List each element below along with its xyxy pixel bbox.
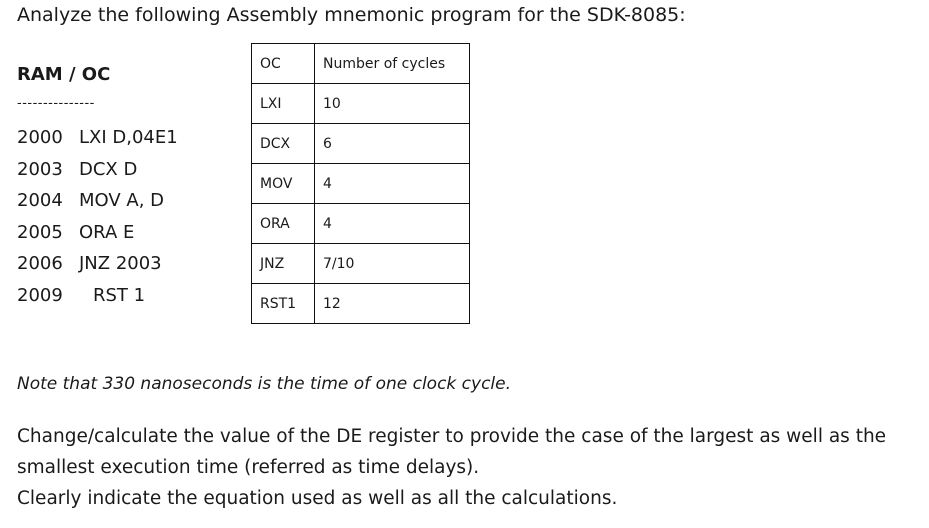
opcode-cell: RST1: [252, 284, 315, 324]
ram-oc-heading: RAM / OC: [17, 64, 111, 85]
program-address: 2004: [17, 190, 63, 211]
task-line: Clearly indicate the equation used as well as all the calculations.: [17, 488, 618, 509]
cycles-cell: 7/10: [315, 244, 470, 284]
program-address: 2006: [17, 253, 63, 274]
program-line: [17, 250, 178, 282]
cycles-cell: 10: [315, 84, 470, 124]
table-row: [252, 124, 470, 164]
program-instruction: RST 1: [93, 284, 146, 306]
table-row: [252, 84, 470, 124]
table-row: [252, 204, 470, 244]
program-line: [17, 124, 178, 156]
cycles-cell: 12: [315, 284, 470, 324]
program-line: [17, 187, 178, 219]
program-instruction: LXI D,04E1: [79, 127, 178, 148]
task-text: [17, 421, 917, 514]
table-row: [252, 164, 470, 204]
program-instruction: ORA E: [79, 221, 135, 243]
cycles-table: [251, 43, 470, 324]
table-row: [252, 284, 470, 324]
opcode-cell: JNZ: [252, 244, 315, 284]
cycles-cell: 6: [315, 124, 470, 164]
separator-line: ---------------: [17, 96, 95, 111]
task-line: Change/calculate the value of the DE register to provide the case of the largest as well as the smallest execution time (referred as time delays).: [17, 426, 887, 478]
program-address: 2003: [17, 158, 63, 180]
program-instruction: DCX D: [79, 158, 138, 180]
table-header-row: [252, 44, 470, 84]
opcode-cell: DCX: [252, 124, 315, 164]
cycles-cell: 4: [315, 164, 470, 204]
program-line: [17, 282, 178, 314]
program-address: 2005: [17, 221, 63, 243]
program-line: [17, 156, 178, 188]
header-oc: OC: [252, 44, 315, 84]
cycles-cell: 4: [315, 204, 470, 244]
program-line: [17, 219, 178, 251]
program-instruction: JNZ 2003: [79, 253, 162, 274]
program-instruction: MOV A, D: [79, 190, 165, 211]
intro-text: Analyze the following Assembly mnemonic program for the SDK-8085:: [17, 4, 686, 26]
table-row: [252, 244, 470, 284]
program-listing: [17, 124, 178, 313]
program-address: 2000: [17, 127, 63, 148]
clock-note: Note that 330 nanoseconds is the time of one clock cycle.: [17, 374, 512, 394]
header-cycles: Number of cycles: [315, 44, 470, 84]
opcode-cell: ORA: [252, 204, 315, 244]
opcode-cell: MOV: [252, 164, 315, 204]
opcode-cell: LXI: [252, 84, 315, 124]
program-address: 2009: [17, 284, 63, 306]
